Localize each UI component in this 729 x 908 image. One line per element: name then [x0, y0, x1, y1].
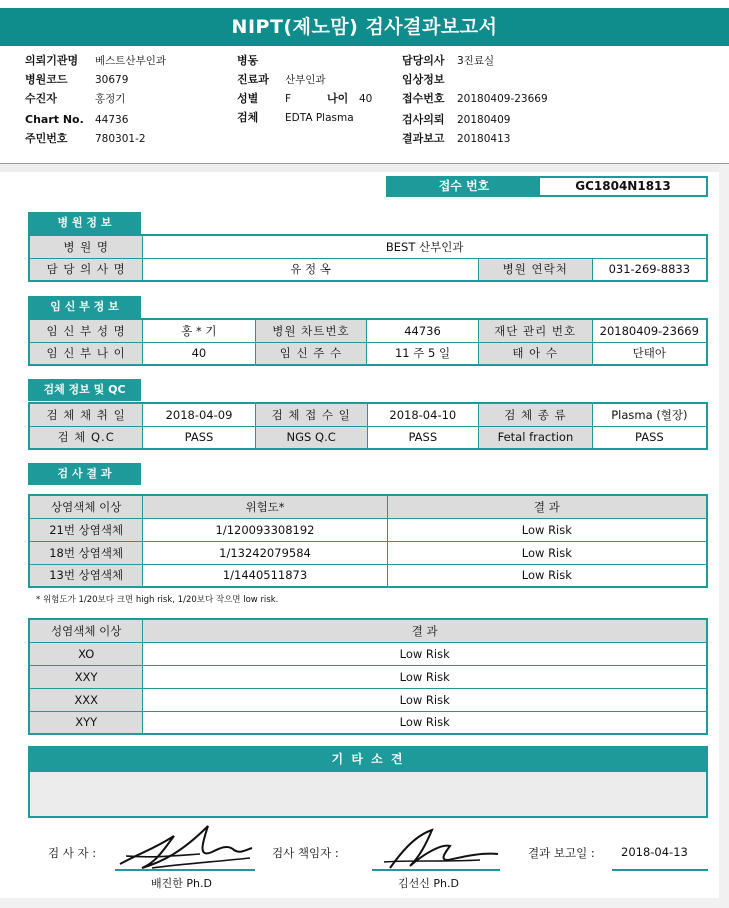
header-row-sex — [237, 90, 372, 108]
header-value: 3진료실 — [457, 55, 495, 67]
column-header: 결 과 — [387, 495, 707, 518]
header-value: EDTA Plasma — [285, 112, 354, 124]
hospital-contact-value: 031-269-8833 — [592, 258, 707, 281]
header-key: 담당의사 — [402, 54, 445, 67]
header-key: Chart No. — [25, 113, 84, 126]
result-value: Low Risk — [387, 541, 707, 564]
chromosome-name: XYY — [29, 711, 143, 734]
result-value: Low Risk — [387, 518, 707, 541]
section-tab-specimen: 검체 정보 및 QC — [28, 379, 141, 401]
report-date-value: 2018-04-13 — [621, 845, 688, 859]
table-row — [29, 403, 707, 426]
manager-signature-image — [370, 822, 510, 874]
fetus-count-label: 태 아 수 — [478, 342, 592, 365]
risk-value: 1/13242079584 — [143, 541, 387, 564]
table-row — [29, 642, 707, 665]
header-key: 수진자 — [25, 92, 57, 105]
column-header: 위험도* — [143, 495, 387, 518]
header-value: 780301-2 — [95, 133, 146, 145]
specimen-type-label: 검 체 종 류 — [479, 403, 593, 426]
specimen-qc-label: 검 체 Q.C — [29, 426, 143, 449]
autosome-results-table — [28, 494, 708, 588]
header-key: 임상정보 — [402, 73, 445, 86]
table-row — [29, 342, 707, 365]
receipt-number-value: GC1804N1813 — [575, 179, 671, 193]
header-row-receipt-no — [402, 90, 548, 108]
specimen-info-table — [28, 402, 708, 450]
header-row-department — [237, 71, 326, 89]
header-row-institution — [25, 52, 166, 70]
hospital-info-table — [28, 234, 708, 282]
header-key: 병원코드 — [25, 73, 68, 86]
fetal-fraction-value: PASS — [592, 426, 707, 449]
column-header: 성염색체 이상 — [29, 619, 143, 642]
patient-age-label: 임 신 부 나 이 — [29, 342, 143, 365]
management-number-value: 20180409-23669 — [592, 319, 707, 342]
specimen-qc-value: PASS — [143, 426, 256, 449]
table-row — [29, 258, 707, 281]
result-value: Low Risk — [143, 688, 707, 711]
manager-label: 검사 책임자 : — [272, 846, 339, 860]
doctor-name-label: 담 당 의 사 명 — [29, 258, 143, 281]
collection-date-label: 검 체 채 취 일 — [29, 403, 143, 426]
report-date-line — [612, 869, 708, 871]
fetal-fraction-label: Fetal fraction — [479, 426, 593, 449]
patient-info-table — [28, 318, 708, 366]
header-row-doctor — [402, 52, 494, 70]
header-row-ward — [237, 52, 285, 70]
chart-number-label: 병원 차트번호 — [255, 319, 367, 342]
manager-signature-line — [372, 869, 500, 871]
section-tab-patient: 임 신 부 정 보 — [28, 296, 141, 318]
header-key: 주민번호 — [25, 132, 68, 145]
page-edge — [719, 164, 729, 908]
header-key: 성별 — [237, 92, 259, 105]
chromosome-name: 18번 상염색체 — [29, 541, 143, 564]
chromosome-name: XXX — [29, 688, 143, 711]
tester-name: 배진한 Ph.D — [151, 877, 212, 890]
patient-age-value: 40 — [143, 342, 255, 365]
chromosome-name: 13번 상염색체 — [29, 564, 143, 587]
header-key: 병동 — [237, 54, 259, 67]
specimen-type-value: Plasma (혈장) — [592, 403, 707, 426]
result-value: Low Risk — [143, 665, 707, 688]
header-value: 20180413 — [457, 133, 511, 145]
header-value: 20180409 — [457, 114, 511, 126]
table-row — [29, 665, 707, 688]
header-key: 결과보고 — [402, 132, 445, 145]
header-value: 44736 — [95, 114, 129, 126]
gestation-weeks-value: 11 주 5 일 — [367, 342, 479, 365]
column-header: 상염색체 이상 — [29, 495, 143, 518]
tester-signature-line — [115, 869, 255, 871]
chromosome-name: 21번 상염색체 — [29, 518, 143, 541]
header-key: 접수번호 — [402, 92, 445, 105]
header-row-specimen — [237, 109, 354, 127]
header-value-age: 40 — [359, 93, 373, 105]
report-date-label: 결과 보고일 : — [528, 846, 595, 860]
header-row-id-number — [25, 130, 146, 148]
collection-date-value: 2018-04-09 — [143, 403, 256, 426]
report-header — [0, 46, 729, 164]
header-value: 베스트산부인과 — [95, 55, 167, 67]
receive-date-label: 검 체 접 수 일 — [255, 403, 367, 426]
table-row — [29, 541, 707, 564]
table-row — [29, 688, 707, 711]
report-title: NIPT(제노맘) 검사결과보고서 — [0, 8, 729, 46]
table-header-row — [29, 619, 707, 642]
other-findings-body — [28, 772, 708, 818]
chromosome-name: XO — [29, 642, 143, 665]
tester-label: 검 사 자 : — [48, 846, 97, 860]
header-row-request-date — [402, 111, 510, 129]
other-findings-title: 기 타 소 견 — [28, 746, 708, 772]
header-row-clinical-info — [402, 71, 457, 89]
chromosome-name: XXY — [29, 665, 143, 688]
manager-name: 김선신 Ph.D — [398, 877, 459, 890]
table-row — [29, 235, 707, 258]
table-row — [29, 564, 707, 587]
patient-name-label: 임 신 부 성 명 — [29, 319, 143, 342]
header-row-report-date — [402, 130, 510, 148]
header-row-hospital-code — [25, 71, 128, 89]
header-row-patient — [25, 90, 125, 108]
hospital-name-value: BEST 산부인과 — [143, 235, 707, 258]
chart-number-value: 44736 — [367, 319, 479, 342]
gestation-weeks-label: 임 신 주 수 — [255, 342, 367, 365]
sex-chromosome-results-table — [28, 618, 708, 735]
section-tab-hospital: 병 원 정 보 — [28, 212, 141, 234]
hospital-contact-label: 병원 연락처 — [478, 258, 592, 281]
risk-value: 1/120093308192 — [143, 518, 387, 541]
tester-signature-image — [112, 822, 262, 874]
section-divider — [0, 164, 729, 172]
table-row — [29, 319, 707, 342]
receive-date-value: 2018-04-10 — [367, 403, 479, 426]
risk-footnote: * 위험도가 1/20보다 크면 high risk, 1/20보다 작으면 low risk. — [36, 595, 279, 605]
header-key: 검사의뢰 — [402, 113, 445, 126]
table-row — [29, 518, 707, 541]
header-value: 20180409-23669 — [457, 93, 548, 105]
doctor-name-value: 유 정 옥 — [143, 258, 479, 281]
patient-name-value: 홍 * 기 — [143, 319, 255, 342]
management-number-label: 재단 관리 번호 — [478, 319, 592, 342]
header-key: 의뢰기관명 — [25, 54, 79, 67]
result-value: Low Risk — [387, 564, 707, 587]
page-bottom — [0, 898, 729, 908]
table-row — [29, 426, 707, 449]
header-key: 진료과 — [237, 73, 269, 86]
receipt-number-label: 접수 번호 — [388, 178, 540, 195]
header-value: F — [285, 93, 292, 105]
header-row-chart — [25, 111, 128, 129]
table-header-row — [29, 495, 707, 518]
header-value: 산부인과 — [285, 74, 326, 86]
column-header: 결 과 — [143, 619, 707, 642]
result-value: Low Risk — [143, 711, 707, 734]
receipt-number-box — [386, 176, 708, 197]
ngs-qc-label: NGS Q.C — [255, 426, 367, 449]
ngs-qc-value: PASS — [367, 426, 479, 449]
table-row — [29, 711, 707, 734]
header-value: 30679 — [95, 74, 129, 86]
risk-value: 1/1440511873 — [143, 564, 387, 587]
hospital-name-label: 병 원 명 — [29, 235, 143, 258]
header-key: 검체 — [237, 111, 259, 124]
result-value: Low Risk — [143, 642, 707, 665]
header-value: 홍정기 — [95, 93, 126, 105]
header-key-age: 나이 — [327, 92, 349, 105]
section-tab-results: 검 사 결 과 — [28, 463, 141, 485]
fetus-count-value: 단태아 — [592, 342, 707, 365]
